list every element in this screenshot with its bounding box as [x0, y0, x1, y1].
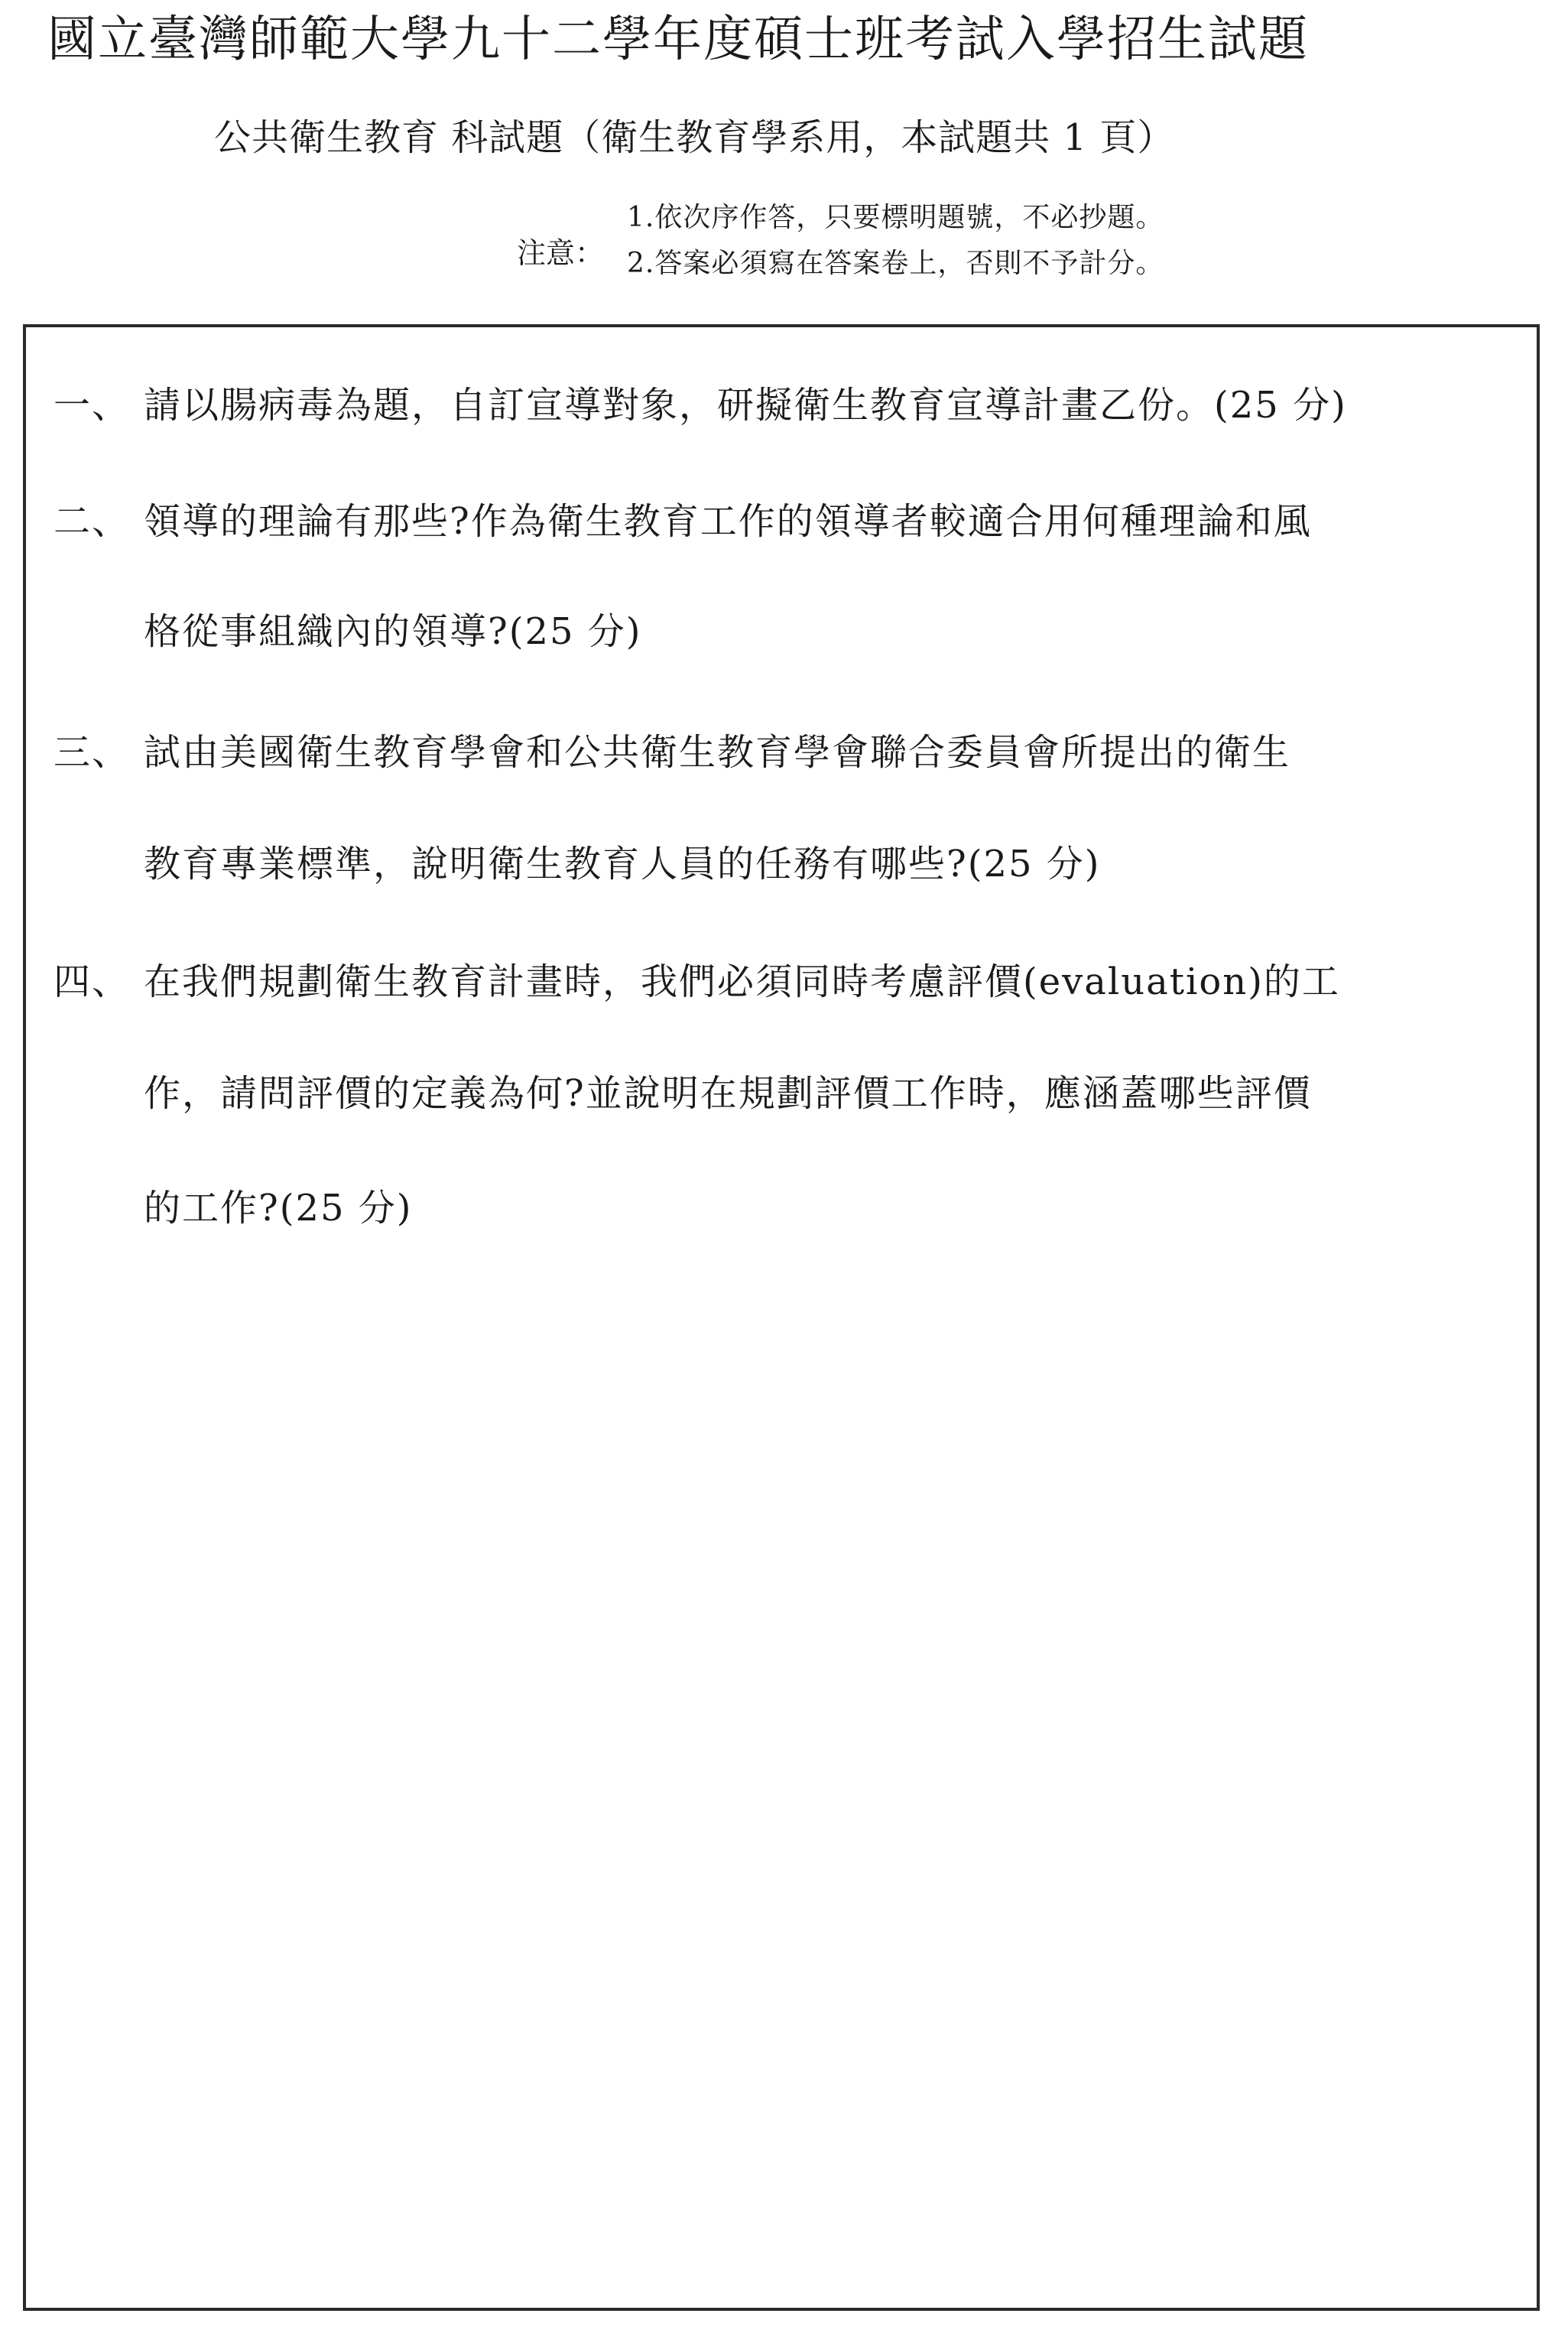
- exam-title: 國立臺灣師範大學九十二學年度碩士班考試入學招生試題: [47, 11, 1309, 68]
- question-number: 三、: [54, 731, 131, 774]
- question-2-continuation: 格從事組織內的領導?(25 分): [144, 610, 642, 653]
- question-4-continuation-2: 的工作?(25 分): [144, 1187, 413, 1230]
- question-3-continuation: 教育專業標準，說明衛生教育人員的任務有哪些?(25 分): [144, 843, 1101, 885]
- question-1: [54, 384, 1529, 428]
- question-number: 四、: [54, 960, 131, 1003]
- question-text: 領導的理論有那些?作為衛生教育工作的領導者較適合用何種理論和風: [144, 500, 1312, 543]
- notice-item-2: 2.答案必須寫在答案卷上，否則不予計分。: [627, 248, 1164, 279]
- question-4: [54, 960, 1529, 1005]
- question-2: [54, 500, 1529, 544]
- notice-label: 注意：: [517, 236, 605, 270]
- notice-item-1: 1.依次序作答，只要標明題號，不必抄題。: [627, 202, 1164, 233]
- question-number: 一、: [54, 384, 131, 427]
- question-number: 二、: [54, 500, 131, 543]
- question-text: 請以腸病毒為題，自訂宣導對象，研擬衛生教育宣導計畫乙份。(25 分): [144, 384, 1347, 427]
- question-4-continuation-1: 作，請問評價的定義為何?並說明在規劃評價工作時，應涵蓋哪些評價: [144, 1072, 1312, 1115]
- question-text: 在我們規劃衛生教育計畫時，我們必須同時考慮評價(evaluation)的工: [144, 960, 1340, 1003]
- exam-subtitle: 公共衛生教育 科試題（衛生教育學系用，本試題共 1 頁）: [214, 116, 1175, 159]
- question-text: 試由美國衛生教育學會和公共衛生教育學會聯合委員會所提出的衛生: [144, 731, 1291, 774]
- question-3: [54, 731, 1529, 775]
